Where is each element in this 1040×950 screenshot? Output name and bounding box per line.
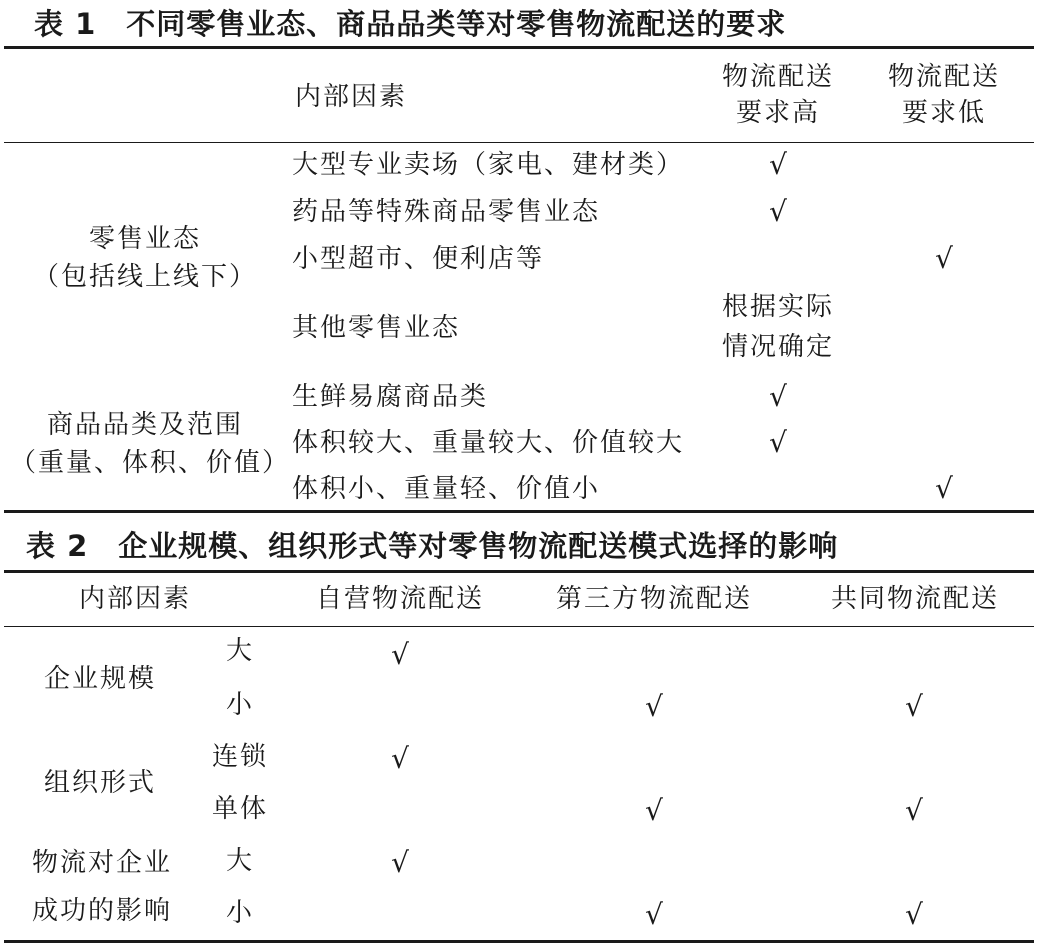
check-mark-icon: √: [769, 148, 787, 181]
table1-group2-label-line1: 商品品类及范围: [46, 410, 243, 440]
check-mark-icon: √: [645, 690, 663, 723]
table2-header-factor: 内部因素: [78, 584, 191, 614]
table1-row-item: 其他零售业态: [292, 313, 461, 343]
table1-group1-label-line2: （包括线上线下）: [32, 262, 257, 292]
table1-header-low-line2: 要求低: [901, 98, 986, 128]
table2-header-third: 第三方物流配送: [555, 584, 752, 614]
table2-group3-label-line1: 物流对企业: [31, 848, 172, 878]
table2-row-sub: 小: [225, 690, 254, 720]
table1-header-factor: 内部因素: [295, 82, 408, 112]
table2-header-rule: [4, 626, 1034, 627]
table1-header-low-line1: 物流配送: [887, 62, 1000, 92]
check-mark-icon: √: [645, 794, 663, 827]
table2-group3-label-line2: 成功的影响: [31, 896, 172, 926]
table2-top-rule: [4, 570, 1034, 573]
table2-bottom-rule: [4, 940, 1034, 943]
table2-row-sub: 大: [225, 846, 254, 876]
table1-row-item: 生鲜易腐商品类: [292, 382, 489, 412]
table2-title: 表 2 企业规模、组织形式等对零售物流配送模式选择的影响: [26, 529, 839, 563]
table1-row-item: 体积小、重量轻、价值小: [292, 474, 601, 504]
check-mark-icon: √: [769, 195, 787, 228]
table1-row-item: 药品等特殊商品零售业态: [292, 197, 601, 227]
table2-header-joint: 共同物流配送: [830, 584, 999, 614]
table1-row-note-line2: 情况确定: [721, 332, 834, 362]
table1-group1-label-line1: 零售业态: [88, 224, 201, 254]
check-mark-icon: √: [905, 690, 923, 723]
check-mark-icon: √: [905, 794, 923, 827]
table2-group1-label: 企业规模: [43, 664, 156, 694]
table1-bottom-rule: [4, 510, 1034, 513]
table1-title: 表 1 不同零售业态、商品品类等对零售物流配送的要求: [34, 7, 787, 41]
check-mark-icon: √: [935, 242, 953, 275]
check-mark-icon: √: [391, 846, 409, 879]
table1-row-item: 大型专业卖场（家电、建材类）: [292, 150, 685, 180]
table2-row-sub: 小: [225, 898, 254, 928]
table1-top-rule: [4, 46, 1034, 49]
table1-header-rule: [4, 142, 1034, 143]
table1-group2-label-line2: （重量、体积、价值）: [10, 448, 291, 478]
table1-row-item: 小型超市、便利店等: [292, 244, 545, 274]
check-mark-icon: √: [391, 742, 409, 775]
check-mark-icon: √: [645, 898, 663, 931]
check-mark-icon: √: [769, 426, 787, 459]
table2-row-sub: 大: [225, 636, 254, 666]
check-mark-icon: √: [769, 380, 787, 413]
table2-row-sub: 单体: [211, 794, 268, 824]
check-mark-icon: √: [391, 638, 409, 671]
check-mark-icon: √: [905, 898, 923, 931]
table2-header-self: 自营物流配送: [315, 584, 484, 614]
table1-row-note-line1: 根据实际: [721, 292, 834, 322]
table2-group2-label: 组织形式: [43, 768, 156, 798]
table1-header-high-line1: 物流配送: [721, 62, 834, 92]
table1-header-high-line2: 要求高: [735, 98, 820, 128]
check-mark-icon: √: [935, 472, 953, 505]
table2-row-sub: 连锁: [211, 742, 268, 772]
table1-row-item: 体积较大、重量较大、价值较大: [292, 428, 685, 458]
